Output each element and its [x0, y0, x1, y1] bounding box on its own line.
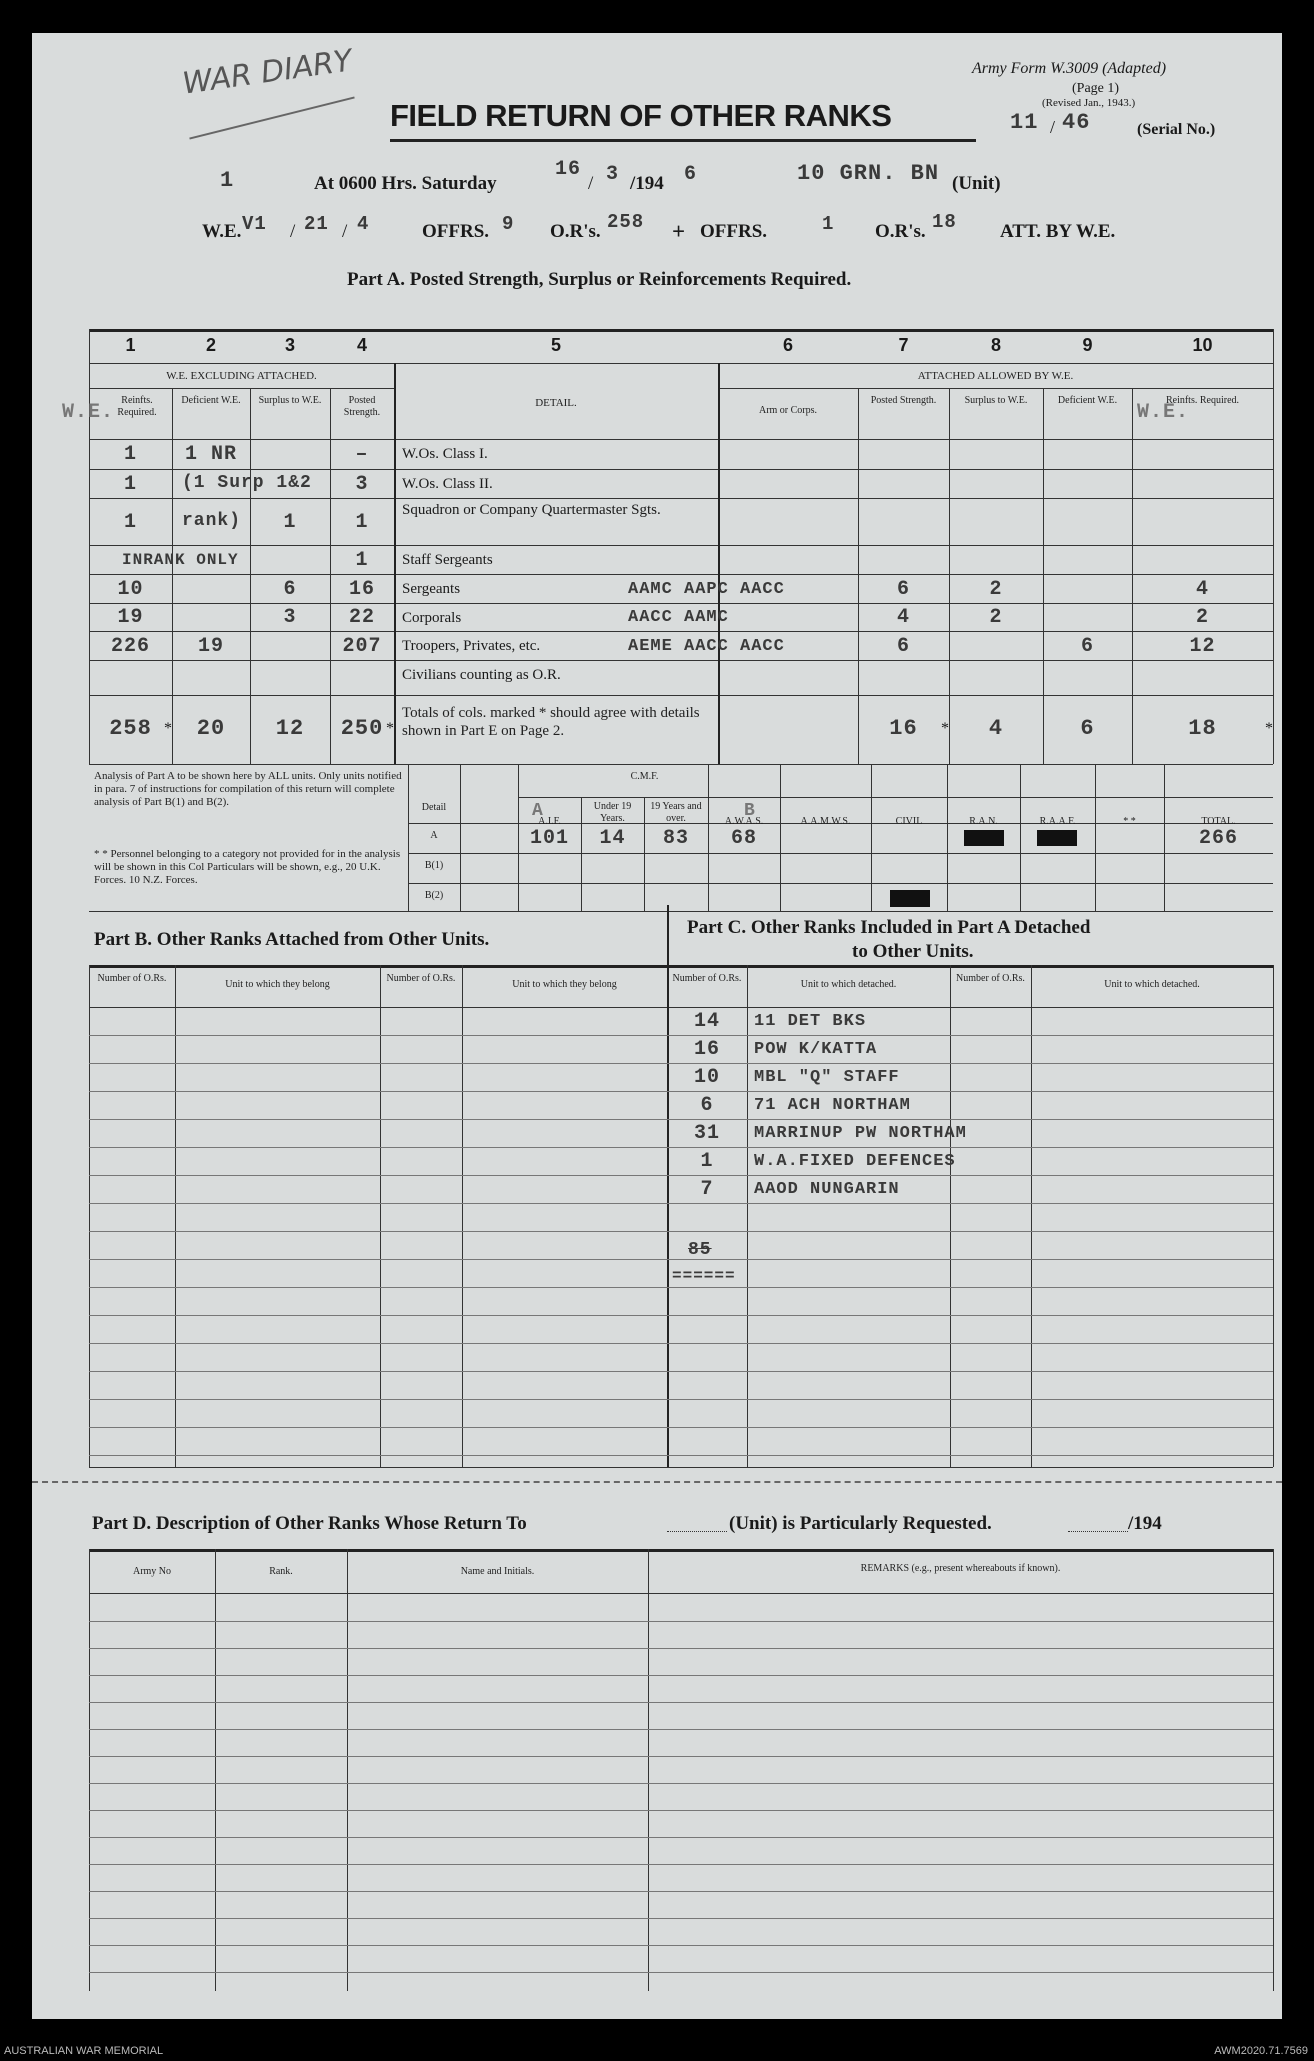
total-c9: 6: [1080, 716, 1095, 741]
we-stamp-right: W.E.: [1137, 401, 1190, 424]
column-number-8: 8: [990, 335, 1001, 355]
column-number-9: 9: [1082, 335, 1093, 355]
aif-mark: A: [532, 801, 544, 821]
analysis-note-2: * * Personnel belonging to a category not provided for in the analysis will be shown in this Col Particulars will be shown, e.g., 20 U.K. Forces. 10 N.Z. Forces.: [94, 848, 401, 886]
part-b-header-unit-2: Unit to which they belong: [512, 979, 617, 990]
cell-c2: rank): [182, 510, 242, 531]
ruled-line: [89, 1371, 1273, 1372]
cell-c7: 6: [896, 577, 910, 601]
offrs-value: 9: [502, 213, 515, 235]
ors-value-2: 18: [932, 211, 957, 233]
part-c-total-underline: ======: [672, 1267, 736, 1285]
total-c8: 4: [988, 716, 1004, 741]
part-b-title: Part B. Other Ranks Attached from Other Units.: [94, 929, 490, 950]
part-b-header-num-2: Number of O.Rs.: [386, 973, 456, 984]
cell-arm-corps: AAMC AAPC AACC: [628, 579, 785, 599]
part-d-title-date: /194: [1128, 1513, 1162, 1534]
footer-source: AUSTRALIAN WAR MEMORIAL: [4, 2045, 164, 2057]
cell-c1: 1: [123, 443, 137, 466]
perforation-line: [32, 1481, 1282, 1483]
cell-c1: 10: [117, 577, 144, 601]
totals-detail: Totals of cols. marked * should agree with details shown in Part E on Page 2.: [402, 705, 700, 739]
part-c-header-num: Number of O.Rs.: [672, 973, 742, 984]
revised-label: (Revised Jan., 1943.): [1042, 97, 1136, 109]
army-form-label: Army Form W.3009 (Adapted): [972, 60, 1167, 77]
cell-c2: (1 Surp 1&2: [182, 472, 312, 493]
serial-label: (Serial No.): [1137, 121, 1216, 138]
total-c2: 20: [196, 716, 226, 741]
cell-c7: 4: [896, 606, 910, 629]
cell-c4: 1: [355, 510, 369, 534]
redaction-raaf: [1037, 830, 1077, 846]
analysis-header-9: TOTAL.: [1201, 816, 1236, 827]
detached-count: 14: [693, 1010, 720, 1033]
ruled-line: [89, 1259, 1273, 1260]
redaction-civil: [890, 890, 930, 907]
row-detail: Corporals: [402, 610, 462, 626]
part-c-title: Part C. Other Ranks Included in Part A Detached: [687, 917, 1091, 938]
analysis-row-label: B(2): [424, 890, 444, 901]
part-d-title-unit: (Unit) is Particularly Requested.: [729, 1513, 992, 1534]
analysis-row-label: B(1): [424, 860, 444, 871]
cell-c1: 19: [117, 606, 144, 629]
column-number-6: 6: [782, 335, 793, 355]
analysis-header-5: CIVIL: [895, 816, 923, 827]
analysis-header-8: * *: [1123, 816, 1136, 827]
ruled-line: [89, 1203, 1273, 1204]
ruled-line: [89, 1091, 1273, 1092]
ruled-line: [89, 1287, 1273, 1288]
serial-number: 11: [1010, 110, 1039, 135]
ruled-line: [89, 1035, 1273, 1036]
detached-unit: W.A.FIXED DEFENCES: [754, 1152, 956, 1171]
part-c-total: 85: [688, 1240, 712, 1260]
header-reinfts-required: Reinfts. Required.: [117, 395, 157, 418]
column-number-7: 7: [898, 335, 909, 355]
cell-c1: 1: [123, 472, 137, 496]
row-detail: W.Os. Class II.: [402, 476, 493, 492]
total-c10: 18: [1188, 716, 1217, 741]
we-value-2: 21: [304, 213, 329, 235]
ruled-line: [89, 1783, 1273, 1784]
row-detail: Troopers, Privates, etc.: [402, 638, 541, 654]
we-value-1: V1: [242, 213, 267, 235]
we-label: W.E.: [202, 221, 242, 242]
cell-c8: 2: [989, 577, 1003, 601]
we-stamp-left: W.E.: [62, 401, 115, 424]
header-att-reinfts: Reinfts. Required.: [1165, 395, 1240, 406]
analysis-a-total: 266: [1198, 827, 1238, 850]
cell-c2: 19: [197, 634, 224, 658]
ruled-line: [89, 1702, 1273, 1703]
war-diary-stamp: WAR DIARY: [180, 43, 355, 102]
ors-label-2: O.R's.: [875, 221, 926, 242]
redaction-ran: [964, 830, 1004, 846]
margin-mark: 1: [220, 168, 235, 193]
cell-arm-corps: AEME AACC AACC: [628, 636, 785, 656]
cell-c3: 6: [283, 577, 297, 601]
att-label: ATT. BY W.E.: [1000, 221, 1116, 242]
part-d-title: Part D. Description of Other Ranks Whose Return To: [92, 1513, 527, 1534]
ruled-line: [89, 1918, 1273, 1919]
cell-c4: 16: [348, 577, 375, 601]
header-posted-strength: Posted Strength.: [343, 395, 381, 418]
header-att-deficient: Deficient W.E.: [1057, 395, 1118, 406]
ruled-line: [89, 1119, 1273, 1120]
header-att-posted: Posted Strength.: [870, 395, 937, 406]
header-arm-corps: Arm or Corps.: [758, 405, 818, 416]
ruled-line: [89, 1231, 1273, 1232]
cell-c4: –: [355, 443, 369, 466]
day-value: 16: [555, 158, 582, 181]
detached-unit: 71 ACH NORTHAM: [754, 1096, 911, 1115]
at-hours-label: At 0600 Hrs. Saturday: [314, 173, 497, 194]
part-c-header-unit-2: Unit to which detached.: [1104, 979, 1200, 990]
cell-c7: 6: [896, 634, 910, 658]
row-detail: Civilians counting as O.R.: [402, 667, 561, 683]
form-paper: WAR DIARY Army Form W.3009 (Adapted) (Page 1) (Revised Jan., 1943.) FIELD RETURN OF OTHER RANKS 11 / 46 (Serial No.) 1 At 0600 Hrs. Saturday 16 / 3 /194 6 10 GRN. BN (Unit) W.E. V1 / 21 / 4 OFFRS. 9 O.R's. 258 + OFFRS. 1 O.R's. 18 ATT. BY W.E. Part A. Posted Strength, Surplus or Reinforcements Required. 1 2 3 4 5 6 7 8 9 10 W.E. EXCLUDING ATTACHED. ATTACHED ALLOWED BY W.E. DETAIL. Reinfts. Required. Deficient W.E. Surplus to W.E. Posted Strength. W.E. Arm or Corps. Posted Strength. Surplus to W.E. Deficient W.E. Reinfts. Required. W.E. W.Os. Class I. 1 1 NR – W.Os. Class II. 1 (1 Surp 1&2 3 Squadron or Company Quartermaster Sgts. 1 rank) 1 1 Staff Sergeants INRANK ONLY 1 Sergeants 10 6 16 6 2 4 AAMC AAPC AACC Corporals 19 3 22 4 2 2 AACC AAMC Troopers, Privates, etc. 226 19 207 6 6 12 AEME AACC AACC Civilians counting as O.R. Totals of cols. marked * should agree with details shown in Part E on Page 2. 258 20 12 250 16 4 6 18 * * * * Analysis of Part A to be shown here by ALL units. Only units notified in para. 7 of instructions for compilation of this return will complete analysis of Part B(1) and B(2). * * Personnel belonging to a category not provided for in the analysis will be shown in this Col Particulars will be shown, e.g., 20 U.K. Forces. 10 N.Z. Forces. Detail C.M.F. A.I.F. Under 19 Years. 19 Years and over. A.W.A.S. A.A.M.W.S. CIVIL R.A.N. R.A.A.F. * * TOTAL. A B A B(1) B(2) 101 14 83 68 266 Part B. Other Ranks Attached from Other Units. Part C. Other Ranks Included in Part A Detached to Other Units. Number of O.Rs. Unit to which they belong Number of O.Rs. Unit to which they belong Number of O.Rs. Unit to which detached. Number of O.Rs. Unit to which detached. 14 11 DET BKS 16 POW K/KATTA 10 MBL "Q" STAFF 6 71 ACH NORTHAM 31 MARRINUP PW NORTHAM 1 W.A.FIXED DEFENCES 7 AAOD NUNGARIN 85 ====== Part D. Description of Other Ranks Whose Return To (Unit) is Particularly Requested. /194 Army No Rank. Name and Initials. REMARKS (e.g., present whereabouts if known).: [32, 33, 1282, 2019]
row-detail: Squadron or Company Quartermaster Sgts.: [402, 502, 661, 518]
ruled-line: [89, 1864, 1273, 1865]
stamp-underline: [189, 96, 354, 139]
header-att-surplus: Surplus to W.E.: [964, 395, 1028, 406]
detail-header: DETAIL.: [535, 397, 577, 409]
column-number-3: 3: [284, 335, 295, 355]
detached-count: 31: [693, 1122, 720, 1145]
detached-count: 16: [693, 1038, 720, 1061]
detached-count: 1: [700, 1150, 714, 1173]
analysis-header-2: 19 Years and over.: [650, 801, 702, 824]
cell-c9: 6: [1080, 634, 1094, 658]
column-number-4: 4: [356, 335, 367, 355]
cell-c10: 4: [1195, 577, 1209, 601]
column-number-2: 2: [205, 335, 216, 355]
detached-unit: POW K/KATTA: [754, 1040, 878, 1059]
footer-accession: AWM2020.71.7569: [1214, 2045, 1308, 2057]
detached-unit: MBL "Q" STAFF: [754, 1068, 900, 1087]
row-detail: Staff Sergeants: [402, 552, 493, 568]
serial-year: 46: [1062, 110, 1091, 135]
analysis-note: Analysis of Part A to be shown here by ALL units. Only units notified in para. 7 of instructions for compilation of this return will complete analysis of Part B(1) and B(2).: [94, 770, 402, 808]
detached-count: 10: [693, 1066, 720, 1089]
cell-c4: 3: [355, 472, 369, 496]
ruled-line: [89, 1343, 1273, 1344]
cell-c3: 1: [283, 510, 297, 534]
part-c-header-unit: Unit to which detached.: [800, 979, 897, 990]
cell-c3: 3: [283, 606, 297, 629]
analysis-a-o19: 83: [662, 827, 689, 850]
analysis-header-7: R.A.A.F.: [1039, 816, 1076, 827]
page-label: (Page 1): [1072, 81, 1120, 96]
form-title: FIELD RETURN OF OTHER RANKS: [390, 98, 892, 133]
ruled-line: [89, 1175, 1273, 1176]
unit-value: 10 GRN. BN: [797, 161, 940, 186]
ruled-line: [89, 1399, 1273, 1400]
ruled-line: [89, 1621, 1273, 1622]
detached-unit: MARRINUP PW NORTHAM: [754, 1124, 967, 1143]
analysis-detail-label: Detail: [421, 802, 447, 813]
header-deficient: Deficient W.E.: [181, 395, 241, 406]
part-c-header-num-2: Number of O.Rs.: [956, 973, 1025, 984]
ors-label: O.R's.: [550, 221, 601, 242]
ruled-line: [89, 1315, 1273, 1316]
analysis-header-1: Under 19 Years.: [593, 801, 632, 824]
cell-c10: 2: [1195, 606, 1209, 629]
ruled-line: [89, 1675, 1273, 1676]
ruled-line: [89, 1972, 1273, 1973]
part-c-title-2: to Other Units.: [852, 941, 974, 962]
cell-c4: 1: [355, 548, 369, 572]
ruled-line: [89, 1648, 1273, 1649]
ruled-line: [89, 1147, 1273, 1148]
cell-c1: 1: [123, 510, 137, 534]
title-underline: [390, 139, 976, 142]
row-detail: W.Os. Class I.: [402, 446, 488, 462]
column-number-1: 1: [125, 335, 136, 355]
cell-c4: 207: [342, 634, 382, 658]
offrs-label-2: OFFRS.: [700, 221, 768, 242]
total-c7: 16: [889, 716, 918, 741]
total-star: *: [941, 720, 949, 737]
cell-c1: INRANK ONLY: [122, 550, 239, 569]
cell-c2: 1 NR: [184, 443, 237, 466]
detached-unit: AAOD NUNGARIN: [754, 1180, 900, 1199]
year-prefix: /194: [630, 173, 664, 194]
row-detail: Sergeants: [402, 581, 461, 597]
column-number-5: 5: [550, 335, 561, 355]
ruled-line: [89, 1945, 1273, 1946]
header-surplus: Surplus to W.E.: [258, 395, 322, 406]
cell-arm-corps: AACC AAMC: [628, 608, 729, 627]
analysis-header-6: R.A.N.: [969, 816, 998, 827]
cell-c4: 22: [348, 606, 375, 629]
analysis-a-aif: 101: [529, 827, 569, 850]
analysis-header-0: A.I.F.: [538, 816, 561, 827]
we-value-3: 4: [357, 213, 370, 235]
year-digit: 6: [684, 163, 698, 186]
part-d-header-name: Name and Initials.: [460, 1566, 535, 1577]
analysis-header-4: A.A.M.W.S.: [800, 816, 851, 827]
ruled-line: [89, 1810, 1273, 1811]
cell-c1: 226: [110, 634, 150, 658]
plus-sign: +: [672, 219, 686, 244]
attached-allowed-header: ATTACHED ALLOWED BY W.E.: [917, 370, 1074, 382]
ruled-line: [89, 1729, 1273, 1730]
part-d-header-rank: Rank.: [269, 1566, 293, 1577]
total-star: *: [164, 720, 172, 737]
cell-c10: 12: [1189, 634, 1216, 658]
cmf-label: C.M.F.: [630, 771, 659, 782]
detached-count: 6: [700, 1094, 714, 1117]
unit-label: (Unit): [952, 173, 1001, 194]
analysis-header-3: A.W.A.S.: [724, 816, 764, 827]
we-excluding-header: W.E. EXCLUDING ATTACHED.: [166, 370, 317, 382]
ruled-line: [89, 1063, 1273, 1064]
total-star: *: [1265, 720, 1273, 737]
analysis-a-awas: 68: [730, 827, 757, 850]
part-d-header-army-no: Army No: [132, 1566, 172, 1577]
part-a-title: Part A. Posted Strength, Surplus or Reinforcements Required.: [347, 269, 852, 290]
part-b-header-unit: Unit to which they belong: [225, 979, 330, 990]
ruled-line: [89, 1455, 1273, 1456]
part-d-header-remarks: REMARKS (e.g., present whereabouts if known).: [860, 1563, 1061, 1574]
ruled-line: [89, 1837, 1273, 1838]
total-c1: 258: [109, 716, 152, 741]
part-b-header-num: Number of O.Rs.: [97, 973, 167, 984]
total-c4: 250: [340, 716, 384, 741]
cell-c8: 2: [989, 606, 1003, 629]
ors-value: 258: [607, 211, 645, 233]
detached-unit: 11 DET BKS: [754, 1012, 867, 1031]
offrs-value-2: 1: [822, 213, 835, 235]
ruled-line: [89, 1756, 1273, 1757]
awas-mark: B: [744, 801, 756, 821]
analysis-a-u19: 14: [599, 827, 626, 850]
ruled-line: [89, 1427, 1273, 1428]
offrs-label: OFFRS.: [422, 221, 490, 242]
total-c3: 12: [275, 716, 305, 741]
detached-count: 7: [700, 1178, 714, 1201]
total-star: *: [386, 720, 394, 737]
column-number-10: 10: [1192, 335, 1213, 355]
analysis-row-label: A: [430, 830, 438, 841]
ruled-line: [89, 1891, 1273, 1892]
month-value: 3: [606, 163, 620, 186]
